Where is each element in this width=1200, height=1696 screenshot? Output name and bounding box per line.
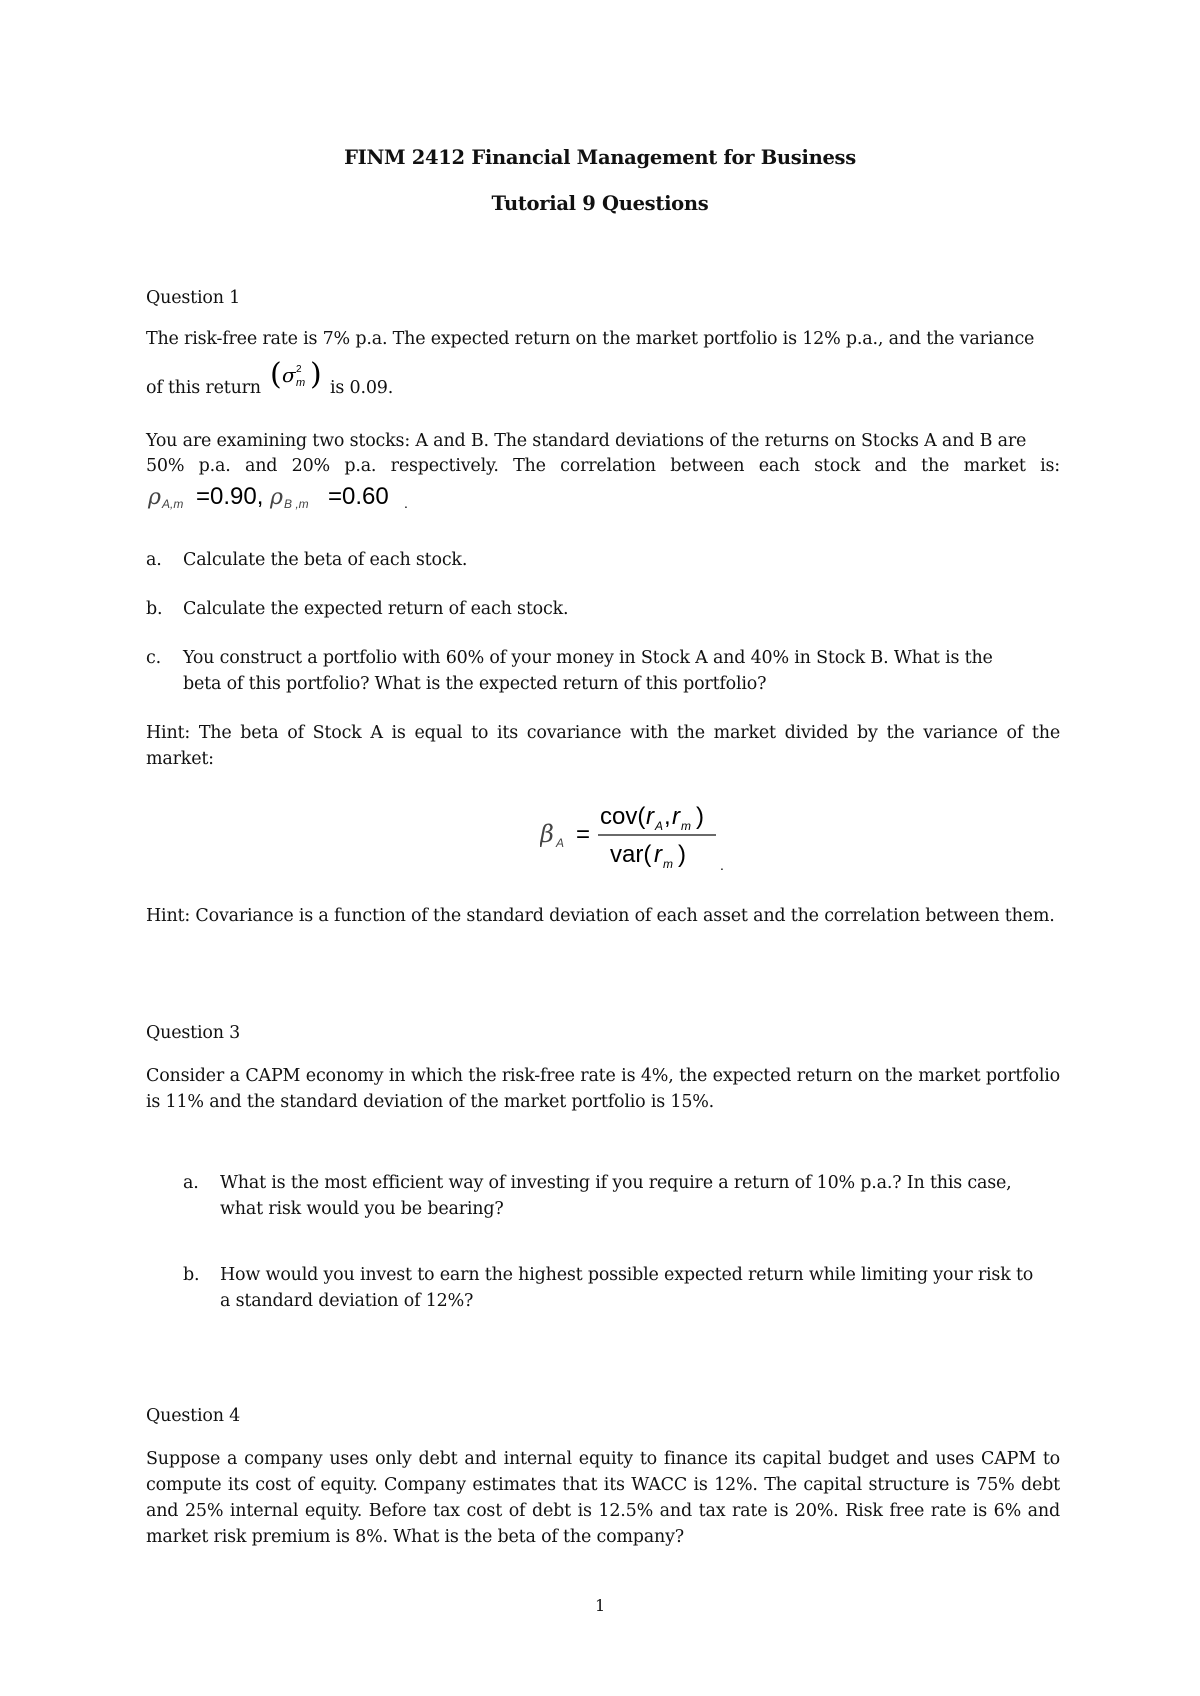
q3-item-a-text-2: what risk would you be bearing?	[220, 1199, 504, 1219]
q1-item-a-letter: a.	[146, 550, 162, 570]
svg-text:=0.60: =0.60	[328, 483, 389, 510]
svg-text:var(: var(	[610, 841, 652, 868]
svg-text:): )	[678, 841, 686, 868]
q1-item-b-letter: b.	[146, 599, 163, 619]
svg-text:.: .	[404, 495, 408, 511]
svg-text:=: =	[576, 821, 591, 848]
svg-text:=0.90,: =0.90,	[196, 483, 264, 510]
svg-text:A: A	[655, 819, 664, 833]
q1-item-b-text: Calculate the expected return of each stock.	[183, 599, 569, 619]
correlation-expression	[146, 478, 426, 514]
document-title: FINM 2412 Financial Management for Business	[344, 146, 856, 169]
q1-paragraph-line-1: The risk-free rate is 7% p.a. The expected return on the market portfolio is 12% p.a., and the variance	[146, 329, 1035, 349]
question-4-heading: Question 4	[146, 1406, 241, 1426]
svg-text:r: r	[654, 841, 662, 868]
q1-paragraph-line-2b: is 0.09.	[330, 378, 394, 398]
svg-text:A,m: A,m	[162, 497, 184, 511]
q4-body: Suppose a company uses only debt and internal equity to finance its capital budget and uses CAPM to compute its cost of equity. Company estimates that its WACC is 12%. The capital structure is 75% debt and 25% internal equity. Before tax cost of debt is 12.5% and tax rate is 20%. Risk free rate is 6% and market risk premium is 8%. What is the beta of the company?	[146, 1449, 1060, 1547]
svg-text:σ: σ	[282, 363, 296, 387]
q1-hint-2: Hint: Covariance is a function of the standard deviation of each asset and the correlation between them.	[146, 906, 1055, 926]
q1-stocks-line-1: You are examining two stocks: A and B. The standard deviations of the returns on Stocks A and B are	[146, 431, 1027, 451]
svg-text:m: m	[663, 857, 673, 871]
q1-item-a-text: Calculate the beta of each stock.	[183, 550, 468, 570]
q1-hint-1: Hint: The beta of Stock A is equal to its covariance with the market divided by the variance of the market:	[146, 723, 1060, 769]
svg-text:): )	[310, 357, 322, 392]
q3-item-b-text-2: a standard deviation of 12%?	[220, 1291, 474, 1311]
svg-text:B ,m: B ,m	[284, 497, 309, 511]
variance-symbol	[268, 354, 328, 396]
q3-item-a-text: What is the most efficient way of investing if you require a return of 10% p.a.? In this case,	[220, 1173, 1012, 1193]
question-3-heading: Question 3	[146, 1023, 241, 1043]
q3-item-b-text: How would you invest to earn the highest possible expected return while limiting your risk to	[220, 1265, 1034, 1285]
svg-text:A: A	[556, 836, 565, 850]
svg-text:r: r	[672, 803, 680, 830]
q1-item-c-letter: c.	[146, 648, 161, 668]
svg-text:2: 2	[296, 364, 302, 375]
svg-text:(: (	[270, 357, 282, 392]
svg-text:): )	[696, 803, 704, 830]
svg-text:ρ: ρ	[148, 485, 161, 510]
q3-item-a-letter: a.	[183, 1173, 199, 1193]
q1-paragraph-line-2a: of this return	[146, 378, 261, 398]
question-1-heading: Question 1	[146, 288, 241, 308]
svg-text:ρ: ρ	[270, 485, 283, 510]
q1-item-c-text-2: beta of this portfolio? What is the expected return of this portfolio?	[183, 674, 767, 694]
svg-text:,: ,	[664, 803, 671, 830]
svg-text:β: β	[540, 820, 554, 848]
q3-intro: Consider a CAPM economy in which the risk-free rate is 4%, the expected return on the market portfolio is 11% and the standard deviation of the market portfolio is 15%.	[146, 1066, 1060, 1112]
svg-text:.: .	[720, 857, 724, 872]
beta-formula	[540, 792, 740, 872]
svg-text:m: m	[681, 819, 691, 833]
q3-item-b-letter: b.	[183, 1265, 200, 1285]
q1-stocks-line-2: 50% p.a. and 20% p.a. respectively. The correlation between each stock and the market is:	[146, 456, 1060, 476]
document-subtitle: Tutorial 9 Questions	[491, 192, 709, 215]
svg-text:m: m	[296, 377, 306, 389]
page-number: 1	[595, 1596, 605, 1615]
q1-item-c-text: You construct a portfolio with 60% of your money in Stock A and 40% in Stock B. What is the	[183, 648, 993, 668]
svg-text:cov(: cov(	[600, 803, 646, 830]
svg-text:r: r	[646, 803, 654, 830]
